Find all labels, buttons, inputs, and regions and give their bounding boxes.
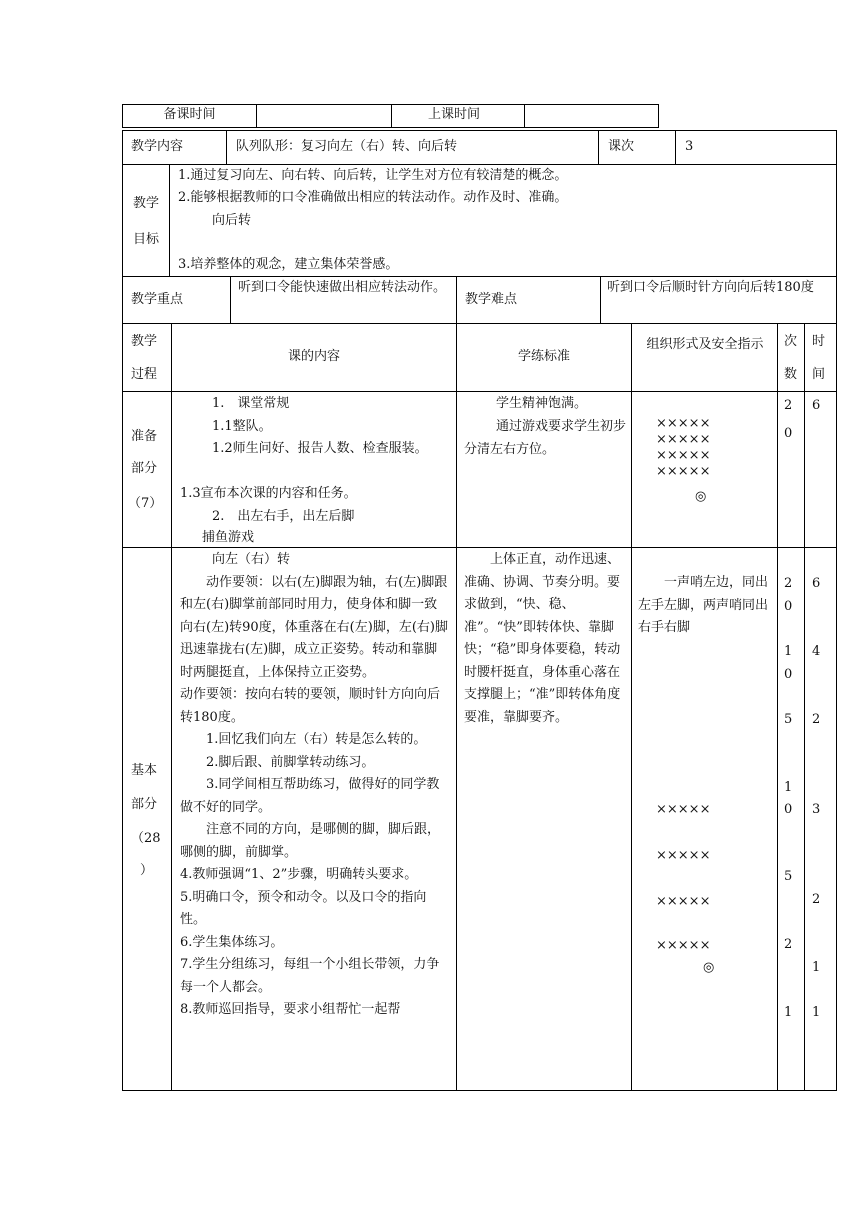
rule xyxy=(456,276,457,324)
basic-content-12: 8.教师巡回指导，要求小组帮忙一起帮 xyxy=(180,1002,401,1017)
prep-label-line3: （7） xyxy=(128,496,163,511)
difficulty-label: 教学难点 xyxy=(465,292,518,307)
rule xyxy=(169,164,170,277)
header-time-line1: 时 xyxy=(812,334,826,349)
basic-times-digit: 0 xyxy=(784,667,793,682)
basic-standard: 上体正直，动作迅速、准确、协调、节奏分明。要求做到，“快、稳、准”。“快”即转体快、靠脚快；“稳”即身体要稳，转动时腰杆挺直，身体重心落在支撑腿上；“准”即转体角度要准，靠脚要齐。 xyxy=(464,552,621,725)
class-time-label: 上课时间 xyxy=(428,107,481,122)
prep-content-6: 捕鱼游戏 xyxy=(202,530,255,545)
header-times-line1: 次 xyxy=(784,334,798,349)
prep-times-digit-1: 2 xyxy=(784,398,793,413)
rule xyxy=(456,323,457,1091)
prep-label-line1: 准备 xyxy=(131,429,158,444)
basic-content-4: 1.回忆我们向左（右）转是怎么转的。 xyxy=(206,732,427,747)
prep-standard-1: 学生精神饱满。 xyxy=(496,396,588,411)
rule xyxy=(598,130,599,165)
header-organization: 组织形式及安全指示 xyxy=(646,337,764,352)
prep-formation-row-4: ××××× xyxy=(656,464,711,479)
basic-times-digit: 5 xyxy=(784,712,793,727)
rule xyxy=(631,323,632,1091)
rule xyxy=(600,276,601,324)
process-label-line2: 过程 xyxy=(131,367,158,382)
basic-formation-row-4: ××××× xyxy=(656,938,711,953)
prep-content-5: 2. 出左右手，出左后脚 xyxy=(212,509,355,524)
rule xyxy=(122,130,123,1091)
prep-teacher-mark: ◎ xyxy=(695,489,707,504)
rule xyxy=(122,391,837,392)
prep-formation-row-3: ××××× xyxy=(656,448,711,463)
basic-label-line2: 部分 xyxy=(131,797,158,812)
prep-time: 6 xyxy=(812,398,821,413)
basic-times-digit: 1 xyxy=(784,780,793,795)
rule xyxy=(836,130,837,1091)
basic-time-value: 4 xyxy=(812,644,821,659)
rule xyxy=(804,323,805,1091)
basic-time-value: 2 xyxy=(812,892,821,907)
basic-formation-row-3: ××××× xyxy=(656,894,711,909)
basic-label-line3: （28 xyxy=(131,831,161,846)
basic-time-value: 1 xyxy=(812,960,821,975)
key-point-value: 听到口令能快速做出相应转法动作。 xyxy=(238,280,447,295)
rule xyxy=(391,104,392,128)
basic-times-digit: 0 xyxy=(784,802,793,817)
prep-formation-row-1: ××××× xyxy=(656,416,711,431)
goal-item-3: 向后转 xyxy=(212,213,252,228)
rule xyxy=(777,323,778,1091)
basic-times-digit: 5 xyxy=(784,869,793,884)
prep-content-4: 1.3宣布本次课的内容和任务。 xyxy=(180,486,357,501)
prep-times-digit-2: 0 xyxy=(784,426,793,441)
basic-content-5: 2.脚后跟、前脚掌转动练习。 xyxy=(206,754,375,770)
basic-organization-note: 一声哨左边，同出左手左脚，两声哨同出右手右脚 xyxy=(638,575,769,635)
process-label-line1: 教学 xyxy=(131,334,158,349)
basic-label-line1: 基本 xyxy=(131,763,158,778)
rule xyxy=(226,130,227,165)
basic-times-digit: 2 xyxy=(784,576,793,591)
header-standard: 学练标准 xyxy=(517,349,570,364)
basic-content-1: 向左（右）转 xyxy=(212,552,291,567)
goal-item-2: 2.能够根据教师的口令准确做出相应的转法动作。动作及时、准确。 xyxy=(178,190,568,205)
rule xyxy=(256,104,257,128)
goals-label-line1: 教学 xyxy=(133,196,160,211)
difficulty-value: 听到口令后顺时针方向向后转180度 xyxy=(607,280,814,295)
basic-content-6: 3.同学间相互帮助练习，做得好的同学教做不好的同学。 xyxy=(180,777,440,815)
basic-formation-row-2: ××××× xyxy=(656,848,711,863)
rule xyxy=(122,1090,837,1091)
basic-time-value: 2 xyxy=(812,712,821,727)
basic-times-digit: 1 xyxy=(784,1005,793,1020)
prep-time-label: 备课时间 xyxy=(163,107,216,122)
rule xyxy=(171,323,172,1091)
goal-item-4: 3.培养整体的观念，建立集体荣誉感。 xyxy=(178,257,399,272)
basic-content-10: 6.学生集体练习。 xyxy=(180,934,284,950)
prep-standard-2: 通过游戏要求学生初步分清左右方位。 xyxy=(464,419,627,457)
rule xyxy=(122,130,837,131)
header-content: 课的内容 xyxy=(287,349,340,364)
content-label: 教学内容 xyxy=(131,139,184,154)
basic-teacher-mark: ◎ xyxy=(703,960,715,975)
key-point-label: 教学重点 xyxy=(131,292,184,307)
content-value: 队列队形：复习向左（右）转、向后转 xyxy=(236,139,458,154)
rule xyxy=(230,276,231,324)
basic-content-7: 注意不同的方向，是哪侧的脚，脚后跟，哪侧的脚，前脚掌。 xyxy=(180,822,441,860)
prep-label-line2: 部分 xyxy=(131,461,158,476)
basic-times-digit: 2 xyxy=(784,937,793,952)
rule xyxy=(524,104,525,128)
header-times-line2: 数 xyxy=(784,367,798,382)
basic-time-value: 1 xyxy=(812,1005,821,1020)
basic-times-digit: 0 xyxy=(784,599,793,614)
basic-content xyxy=(180,549,450,1022)
basic-content-9: 5.明确口令，预令和动令。以及口令的指向性。 xyxy=(180,889,427,927)
basic-time-value: 6 xyxy=(812,576,821,591)
basic-formation-row-1: ××××× xyxy=(656,802,711,817)
basic-time-value: 3 xyxy=(812,802,821,817)
header-time-line2: 间 xyxy=(812,367,826,382)
lesson-label: 课次 xyxy=(608,139,635,154)
basic-label-line4: ） xyxy=(140,863,154,878)
basic-times-digit: 1 xyxy=(784,644,793,659)
rule xyxy=(658,104,659,128)
basic-content-2: 动作要领：以右(左)脚跟为轴，右(左)脚跟和左(右)脚掌前部同时用力，使身体和脚一致向右(左)转90度，体重落在右(左)脚，左(右)脚迅速靠拢右(左)脚，成立正姿势。转动和靠脚时两腿挺直，上体保持立正姿势。 xyxy=(180,574,448,680)
lesson-value: 3 xyxy=(685,139,694,154)
basic-content-3: 动作要领：按向右转的要领，顺时针方向向后转180度。 xyxy=(180,687,441,725)
basic-content-11: 7.学生分组练习，每组一个小组长带领，力争每一个人都会。 xyxy=(180,957,440,995)
prep-content-2: 1.1整队。 xyxy=(212,419,272,434)
prep-content-1: 1. 课堂常规 xyxy=(212,396,290,411)
rule xyxy=(675,130,676,165)
prep-content-3: 1.2师生问好、报告人数、检查服装。 xyxy=(212,441,428,456)
goal-item-1: 1.通过复习向左、向右转、向后转，让学生对方位有较清楚的概念。 xyxy=(178,168,568,183)
prep-formation-row-2: ××××× xyxy=(656,432,711,447)
basic-content-8: 4.教师强调“1、2”步骤，明确转头要求。 xyxy=(180,867,418,882)
goals-label-line2: 目标 xyxy=(133,232,160,247)
